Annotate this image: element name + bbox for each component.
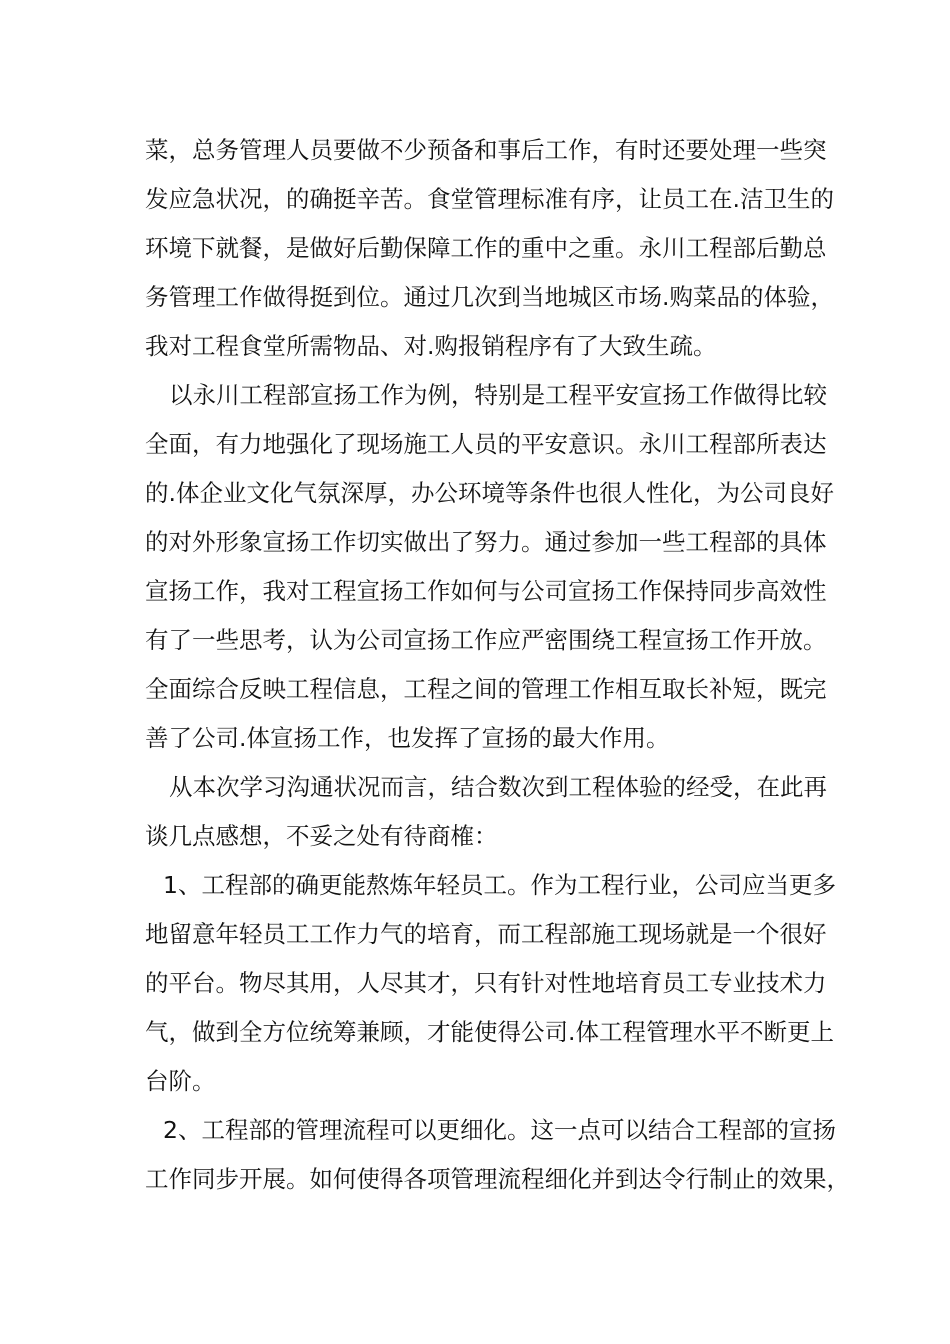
text-line: 台阶。 bbox=[145, 1067, 216, 1095]
text-line: 的对外形象宣扬工作切实做出了努力。通过参加一些工程部的具体 bbox=[145, 528, 827, 556]
text-line: 有了一些思考，认为公司宣扬工作应严密围绕工程宣扬工作开放。 bbox=[145, 626, 827, 654]
text-line: 工作同步开展。如何使得各项管理流程细化并到达令行制止的效果， bbox=[145, 1165, 850, 1193]
text-line: 以永川工程部宣扬工作为例，特别是工程平安宣扬工作做得比较 bbox=[169, 381, 827, 409]
text-line: 2、工程部的管理流程可以更细化。这一点可以结合工程部的宣扬 bbox=[163, 1116, 836, 1144]
text-line: 地留意年轻员工工作力气的培育，而工程部施工现场就是一个很好 bbox=[145, 920, 827, 948]
text-line: 气，做到全方位统筹兼顾，才能使得公司.体工程管理水平不断更上 bbox=[145, 1018, 834, 1046]
text-line: 我对工程食堂所需物品、对.购报销程序有了大致生疏。 bbox=[145, 332, 717, 360]
text-line: 务管理工作做得挺到位。通过几次到当地城区市场.购菜品的体验， bbox=[145, 283, 834, 311]
text-line: 全面综合反映工程信息，工程之间的管理工作相互取长补短，既完 bbox=[145, 675, 827, 703]
text-line: 菜，总务管理人员要做不少预备和事后工作，有时还要处理一些突 bbox=[145, 136, 827, 164]
text-line: 发应急状况，的确挺辛苦。食堂管理标准有序，让员工在.洁卫生的 bbox=[145, 185, 834, 213]
text-line: 从本次学习沟通状况而言，结合数次到工程体验的经受，在此再 bbox=[169, 773, 827, 801]
text-line: 谈几点感想，不妥之处有待商榷： bbox=[145, 822, 498, 850]
text-line: 的平台。物尽其用，人尽其才，只有针对性地培育员工专业技术力 bbox=[145, 969, 827, 997]
text-line: 的.体企业文化气氛深厚，办公环境等条件也很人性化，为公司良好 bbox=[145, 479, 834, 507]
text-line: 善了公司.体宣扬工作，也发挥了宣扬的最大作用。 bbox=[145, 724, 670, 752]
text-line: 1、工程部的确更能熬炼年轻员工。作为工程行业，公司应当更多 bbox=[163, 871, 836, 899]
text-line: 环境下就餐，是做好后勤保障工作的重中之重。永川工程部后勤总 bbox=[145, 234, 827, 262]
text-line: 全面，有力地强化了现场施工人员的平安意识。永川工程部所表达 bbox=[145, 430, 827, 458]
text-line: 宣扬工作，我对工程宣扬工作如何与公司宣扬工作保持同步高效性 bbox=[145, 577, 827, 605]
body-text bbox=[145, 126, 850, 1204]
